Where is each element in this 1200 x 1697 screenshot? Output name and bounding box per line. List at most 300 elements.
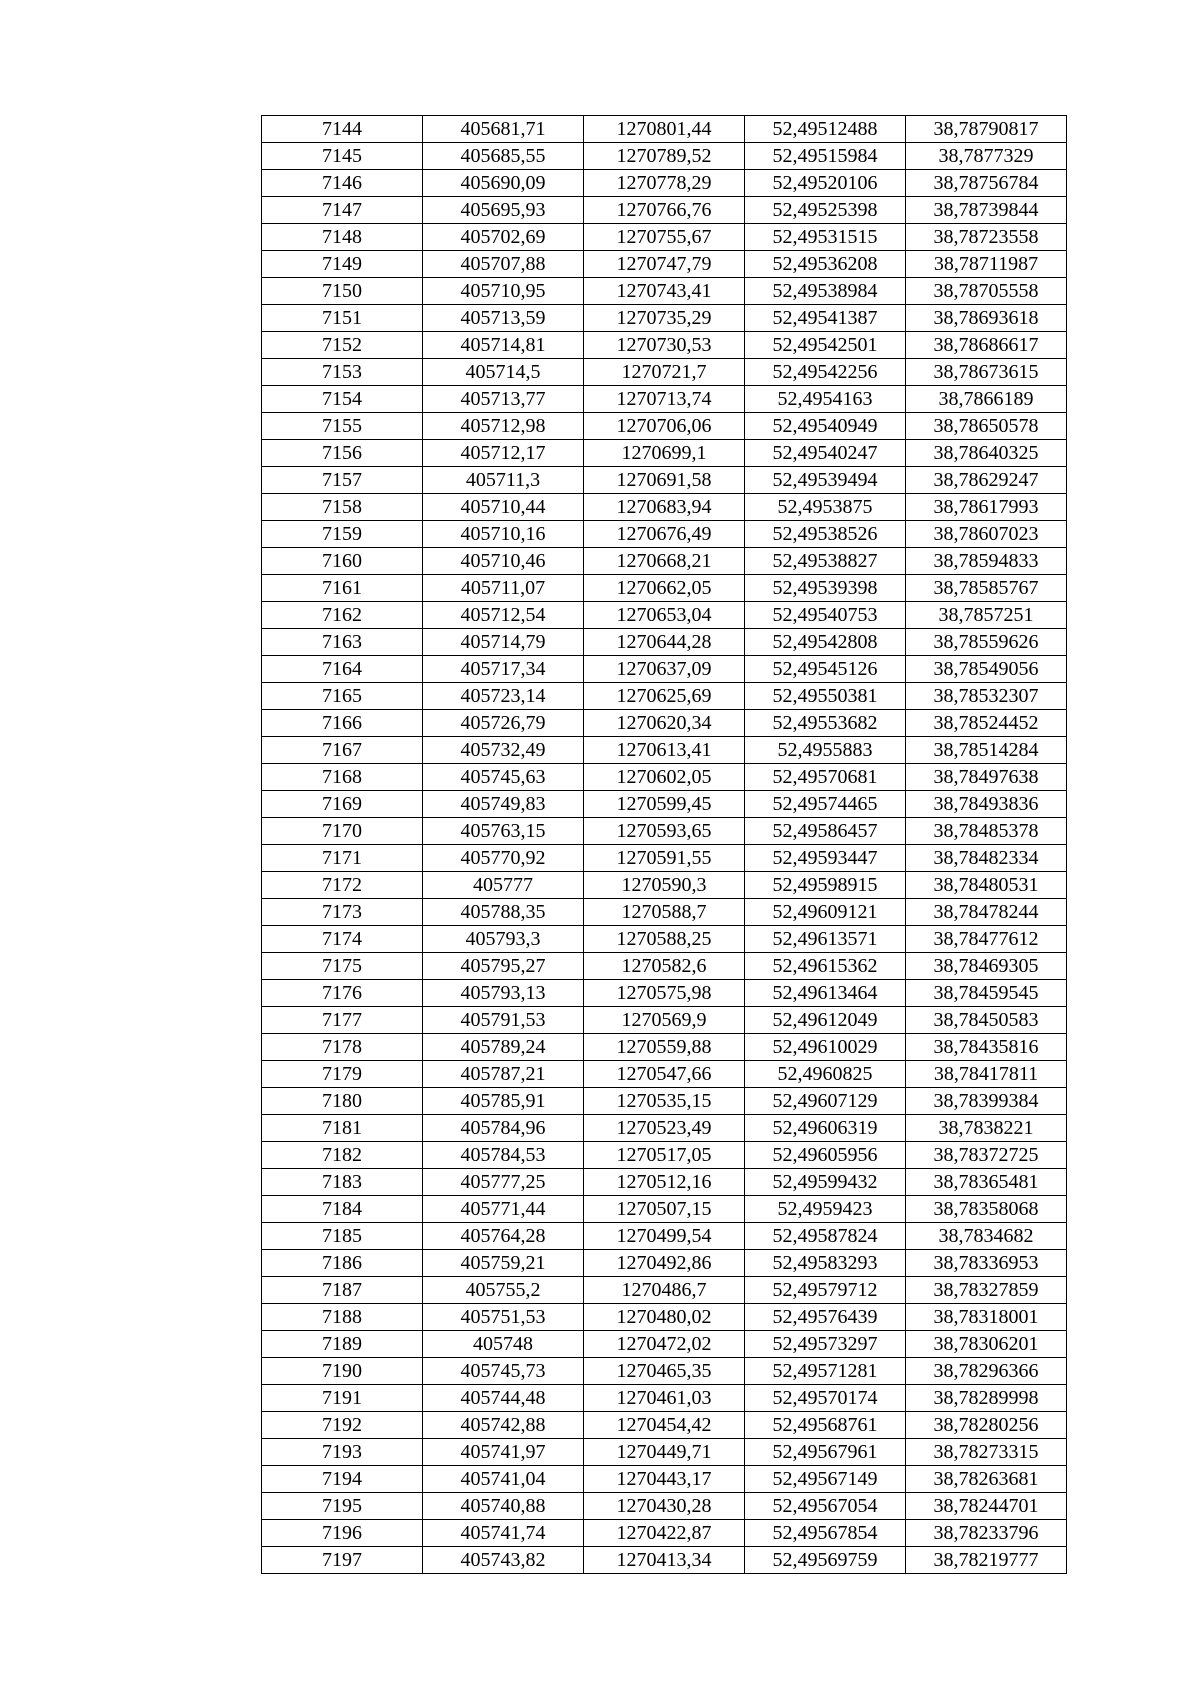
x-coordinate-cell: 405759,21 bbox=[423, 1250, 584, 1277]
table-row bbox=[262, 926, 1067, 953]
y-coordinate-cell: 1270644,28 bbox=[584, 629, 745, 656]
point-number-cell: 7144 bbox=[262, 116, 423, 143]
x-coordinate-cell: 405714,79 bbox=[423, 629, 584, 656]
longitude-cell: 38,78480531 bbox=[906, 872, 1067, 899]
y-coordinate-cell: 1270591,55 bbox=[584, 845, 745, 872]
longitude-cell: 38,7866189 bbox=[906, 386, 1067, 413]
longitude-cell: 38,78372725 bbox=[906, 1142, 1067, 1169]
x-coordinate-cell: 405789,24 bbox=[423, 1034, 584, 1061]
x-coordinate-cell: 405712,98 bbox=[423, 413, 584, 440]
x-coordinate-cell: 405784,53 bbox=[423, 1142, 584, 1169]
coordinates-table bbox=[261, 115, 1067, 1574]
longitude-cell: 38,7857251 bbox=[906, 602, 1067, 629]
table-row bbox=[262, 980, 1067, 1007]
table-row bbox=[262, 953, 1067, 980]
longitude-cell: 38,78435816 bbox=[906, 1034, 1067, 1061]
point-number-cell: 7192 bbox=[262, 1412, 423, 1439]
longitude-cell: 38,78532307 bbox=[906, 683, 1067, 710]
longitude-cell: 38,78296366 bbox=[906, 1358, 1067, 1385]
x-coordinate-cell: 405741,04 bbox=[423, 1466, 584, 1493]
point-number-cell: 7188 bbox=[262, 1304, 423, 1331]
x-coordinate-cell: 405742,88 bbox=[423, 1412, 584, 1439]
point-number-cell: 7153 bbox=[262, 359, 423, 386]
longitude-cell: 38,78723558 bbox=[906, 224, 1067, 251]
x-coordinate-cell: 405755,2 bbox=[423, 1277, 584, 1304]
point-number-cell: 7152 bbox=[262, 332, 423, 359]
table-row bbox=[262, 791, 1067, 818]
latitude-cell: 52,4960825 bbox=[745, 1061, 906, 1088]
latitude-cell: 52,4955883 bbox=[745, 737, 906, 764]
longitude-cell: 38,78629247 bbox=[906, 467, 1067, 494]
point-number-cell: 7183 bbox=[262, 1169, 423, 1196]
longitude-cell: 38,78693618 bbox=[906, 305, 1067, 332]
latitude-cell: 52,49610029 bbox=[745, 1034, 906, 1061]
longitude-cell: 38,78585767 bbox=[906, 575, 1067, 602]
table-row bbox=[262, 143, 1067, 170]
latitude-cell: 52,49612049 bbox=[745, 1007, 906, 1034]
longitude-cell: 38,78273315 bbox=[906, 1439, 1067, 1466]
x-coordinate-cell: 405770,92 bbox=[423, 845, 584, 872]
longitude-cell: 38,78244701 bbox=[906, 1493, 1067, 1520]
point-number-cell: 7165 bbox=[262, 683, 423, 710]
y-coordinate-cell: 1270454,42 bbox=[584, 1412, 745, 1439]
point-number-cell: 7161 bbox=[262, 575, 423, 602]
x-coordinate-cell: 405712,54 bbox=[423, 602, 584, 629]
point-number-cell: 7170 bbox=[262, 818, 423, 845]
x-coordinate-cell: 405712,17 bbox=[423, 440, 584, 467]
point-number-cell: 7149 bbox=[262, 251, 423, 278]
latitude-cell: 52,49515984 bbox=[745, 143, 906, 170]
x-coordinate-cell: 405763,15 bbox=[423, 818, 584, 845]
y-coordinate-cell: 1270547,66 bbox=[584, 1061, 745, 1088]
latitude-cell: 52,49536208 bbox=[745, 251, 906, 278]
y-coordinate-cell: 1270706,06 bbox=[584, 413, 745, 440]
table-row bbox=[262, 899, 1067, 926]
longitude-cell: 38,78358068 bbox=[906, 1196, 1067, 1223]
y-coordinate-cell: 1270499,54 bbox=[584, 1223, 745, 1250]
longitude-cell: 38,78263681 bbox=[906, 1466, 1067, 1493]
table-row bbox=[262, 1412, 1067, 1439]
y-coordinate-cell: 1270721,7 bbox=[584, 359, 745, 386]
x-coordinate-cell: 405695,93 bbox=[423, 197, 584, 224]
point-number-cell: 7190 bbox=[262, 1358, 423, 1385]
y-coordinate-cell: 1270735,29 bbox=[584, 305, 745, 332]
x-coordinate-cell: 405793,13 bbox=[423, 980, 584, 1007]
x-coordinate-cell: 405732,49 bbox=[423, 737, 584, 764]
latitude-cell: 52,49567054 bbox=[745, 1493, 906, 1520]
y-coordinate-cell: 1270613,41 bbox=[584, 737, 745, 764]
latitude-cell: 52,49570681 bbox=[745, 764, 906, 791]
y-coordinate-cell: 1270653,04 bbox=[584, 602, 745, 629]
x-coordinate-cell: 405713,59 bbox=[423, 305, 584, 332]
y-coordinate-cell: 1270575,98 bbox=[584, 980, 745, 1007]
x-coordinate-cell: 405793,3 bbox=[423, 926, 584, 953]
table-row bbox=[262, 1115, 1067, 1142]
longitude-cell: 38,78705558 bbox=[906, 278, 1067, 305]
point-number-cell: 7155 bbox=[262, 413, 423, 440]
point-number-cell: 7185 bbox=[262, 1223, 423, 1250]
table-row bbox=[262, 224, 1067, 251]
longitude-cell: 38,78477612 bbox=[906, 926, 1067, 953]
y-coordinate-cell: 1270602,05 bbox=[584, 764, 745, 791]
y-coordinate-cell: 1270730,53 bbox=[584, 332, 745, 359]
table-row bbox=[262, 683, 1067, 710]
longitude-cell: 38,78327859 bbox=[906, 1277, 1067, 1304]
latitude-cell: 52,49542501 bbox=[745, 332, 906, 359]
latitude-cell: 52,49583293 bbox=[745, 1250, 906, 1277]
point-number-cell: 7181 bbox=[262, 1115, 423, 1142]
x-coordinate-cell: 405714,81 bbox=[423, 332, 584, 359]
y-coordinate-cell: 1270517,05 bbox=[584, 1142, 745, 1169]
x-coordinate-cell: 405743,82 bbox=[423, 1547, 584, 1574]
table-row bbox=[262, 1520, 1067, 1547]
point-number-cell: 7187 bbox=[262, 1277, 423, 1304]
table-row bbox=[262, 1169, 1067, 1196]
longitude-cell: 38,78497638 bbox=[906, 764, 1067, 791]
y-coordinate-cell: 1270593,65 bbox=[584, 818, 745, 845]
y-coordinate-cell: 1270625,69 bbox=[584, 683, 745, 710]
latitude-cell: 52,49567854 bbox=[745, 1520, 906, 1547]
latitude-cell: 52,49540949 bbox=[745, 413, 906, 440]
latitude-cell: 52,49605956 bbox=[745, 1142, 906, 1169]
y-coordinate-cell: 1270755,67 bbox=[584, 224, 745, 251]
point-number-cell: 7196 bbox=[262, 1520, 423, 1547]
table-row bbox=[262, 845, 1067, 872]
x-coordinate-cell: 405726,79 bbox=[423, 710, 584, 737]
y-coordinate-cell: 1270801,44 bbox=[584, 116, 745, 143]
x-coordinate-cell: 405690,09 bbox=[423, 170, 584, 197]
x-coordinate-cell: 405740,88 bbox=[423, 1493, 584, 1520]
y-coordinate-cell: 1270507,15 bbox=[584, 1196, 745, 1223]
y-coordinate-cell: 1270492,86 bbox=[584, 1250, 745, 1277]
point-number-cell: 7175 bbox=[262, 953, 423, 980]
point-number-cell: 7172 bbox=[262, 872, 423, 899]
point-number-cell: 7158 bbox=[262, 494, 423, 521]
longitude-cell: 38,78233796 bbox=[906, 1520, 1067, 1547]
y-coordinate-cell: 1270699,1 bbox=[584, 440, 745, 467]
longitude-cell: 38,78524452 bbox=[906, 710, 1067, 737]
point-number-cell: 7182 bbox=[262, 1142, 423, 1169]
table-row bbox=[262, 764, 1067, 791]
y-coordinate-cell: 1270480,02 bbox=[584, 1304, 745, 1331]
y-coordinate-cell: 1270691,58 bbox=[584, 467, 745, 494]
x-coordinate-cell: 405777,25 bbox=[423, 1169, 584, 1196]
longitude-cell: 38,78640325 bbox=[906, 440, 1067, 467]
table-row bbox=[262, 1304, 1067, 1331]
point-number-cell: 7154 bbox=[262, 386, 423, 413]
latitude-cell: 52,49545126 bbox=[745, 656, 906, 683]
longitude-cell: 38,78617993 bbox=[906, 494, 1067, 521]
table-row bbox=[262, 872, 1067, 899]
table-row bbox=[262, 521, 1067, 548]
y-coordinate-cell: 1270422,87 bbox=[584, 1520, 745, 1547]
x-coordinate-cell: 405788,35 bbox=[423, 899, 584, 926]
longitude-cell: 38,78450583 bbox=[906, 1007, 1067, 1034]
point-number-cell: 7162 bbox=[262, 602, 423, 629]
table-row bbox=[262, 1331, 1067, 1358]
table-row bbox=[262, 629, 1067, 656]
x-coordinate-cell: 405710,95 bbox=[423, 278, 584, 305]
y-coordinate-cell: 1270599,45 bbox=[584, 791, 745, 818]
point-number-cell: 7179 bbox=[262, 1061, 423, 1088]
latitude-cell: 52,49550381 bbox=[745, 683, 906, 710]
y-coordinate-cell: 1270637,09 bbox=[584, 656, 745, 683]
longitude-cell: 38,78549056 bbox=[906, 656, 1067, 683]
point-number-cell: 7193 bbox=[262, 1439, 423, 1466]
point-number-cell: 7177 bbox=[262, 1007, 423, 1034]
y-coordinate-cell: 1270449,71 bbox=[584, 1439, 745, 1466]
y-coordinate-cell: 1270778,29 bbox=[584, 170, 745, 197]
longitude-cell: 38,7838221 bbox=[906, 1115, 1067, 1142]
point-number-cell: 7147 bbox=[262, 197, 423, 224]
x-coordinate-cell: 405748 bbox=[423, 1331, 584, 1358]
longitude-cell: 38,78756784 bbox=[906, 170, 1067, 197]
longitude-cell: 38,78219777 bbox=[906, 1547, 1067, 1574]
point-number-cell: 7169 bbox=[262, 791, 423, 818]
latitude-cell: 52,49567961 bbox=[745, 1439, 906, 1466]
longitude-cell: 38,78306201 bbox=[906, 1331, 1067, 1358]
longitude-cell: 38,78399384 bbox=[906, 1088, 1067, 1115]
x-coordinate-cell: 405795,27 bbox=[423, 953, 584, 980]
x-coordinate-cell: 405713,77 bbox=[423, 386, 584, 413]
longitude-cell: 38,78493836 bbox=[906, 791, 1067, 818]
latitude-cell: 52,49540753 bbox=[745, 602, 906, 629]
x-coordinate-cell: 405710,46 bbox=[423, 548, 584, 575]
table-row bbox=[262, 332, 1067, 359]
table-row bbox=[262, 251, 1067, 278]
table-row bbox=[262, 170, 1067, 197]
point-number-cell: 7156 bbox=[262, 440, 423, 467]
x-coordinate-cell: 405710,16 bbox=[423, 521, 584, 548]
y-coordinate-cell: 1270668,21 bbox=[584, 548, 745, 575]
latitude-cell: 52,49593447 bbox=[745, 845, 906, 872]
y-coordinate-cell: 1270523,49 bbox=[584, 1115, 745, 1142]
longitude-cell: 38,78790817 bbox=[906, 116, 1067, 143]
latitude-cell: 52,49553682 bbox=[745, 710, 906, 737]
table-row bbox=[262, 440, 1067, 467]
latitude-cell: 52,49512488 bbox=[745, 116, 906, 143]
x-coordinate-cell: 405710,44 bbox=[423, 494, 584, 521]
table-row bbox=[262, 1196, 1067, 1223]
y-coordinate-cell: 1270582,6 bbox=[584, 953, 745, 980]
y-coordinate-cell: 1270683,94 bbox=[584, 494, 745, 521]
table-row bbox=[262, 1223, 1067, 1250]
table-row bbox=[262, 1007, 1067, 1034]
table-row bbox=[262, 494, 1067, 521]
y-coordinate-cell: 1270443,17 bbox=[584, 1466, 745, 1493]
point-number-cell: 7163 bbox=[262, 629, 423, 656]
y-coordinate-cell: 1270430,28 bbox=[584, 1493, 745, 1520]
latitude-cell: 52,49579712 bbox=[745, 1277, 906, 1304]
point-number-cell: 7173 bbox=[262, 899, 423, 926]
latitude-cell: 52,49540247 bbox=[745, 440, 906, 467]
x-coordinate-cell: 405784,96 bbox=[423, 1115, 584, 1142]
table-row bbox=[262, 1358, 1067, 1385]
table-row bbox=[262, 1385, 1067, 1412]
latitude-cell: 52,49567149 bbox=[745, 1466, 906, 1493]
latitude-cell: 52,49542808 bbox=[745, 629, 906, 656]
y-coordinate-cell: 1270588,25 bbox=[584, 926, 745, 953]
table-row bbox=[262, 710, 1067, 737]
latitude-cell: 52,4954163 bbox=[745, 386, 906, 413]
latitude-cell: 52,49573297 bbox=[745, 1331, 906, 1358]
latitude-cell: 52,49542256 bbox=[745, 359, 906, 386]
latitude-cell: 52,49609121 bbox=[745, 899, 906, 926]
point-number-cell: 7184 bbox=[262, 1196, 423, 1223]
longitude-cell: 38,78336953 bbox=[906, 1250, 1067, 1277]
x-coordinate-cell: 405707,88 bbox=[423, 251, 584, 278]
table-row bbox=[262, 1466, 1067, 1493]
x-coordinate-cell: 405787,21 bbox=[423, 1061, 584, 1088]
point-number-cell: 7194 bbox=[262, 1466, 423, 1493]
latitude-cell: 52,49538526 bbox=[745, 521, 906, 548]
table-row bbox=[262, 575, 1067, 602]
latitude-cell: 52,4953875 bbox=[745, 494, 906, 521]
y-coordinate-cell: 1270766,76 bbox=[584, 197, 745, 224]
y-coordinate-cell: 1270662,05 bbox=[584, 575, 745, 602]
point-number-cell: 7168 bbox=[262, 764, 423, 791]
longitude-cell: 38,78739844 bbox=[906, 197, 1067, 224]
point-number-cell: 7176 bbox=[262, 980, 423, 1007]
latitude-cell: 52,49606319 bbox=[745, 1115, 906, 1142]
point-number-cell: 7166 bbox=[262, 710, 423, 737]
latitude-cell: 52,49538827 bbox=[745, 548, 906, 575]
point-number-cell: 7197 bbox=[262, 1547, 423, 1574]
point-number-cell: 7159 bbox=[262, 521, 423, 548]
longitude-cell: 38,78459545 bbox=[906, 980, 1067, 1007]
y-coordinate-cell: 1270743,41 bbox=[584, 278, 745, 305]
table-row bbox=[262, 656, 1067, 683]
point-number-cell: 7148 bbox=[262, 224, 423, 251]
y-coordinate-cell: 1270569,9 bbox=[584, 1007, 745, 1034]
latitude-cell: 52,49613571 bbox=[745, 926, 906, 953]
table-row bbox=[262, 386, 1067, 413]
table-row bbox=[262, 467, 1067, 494]
point-number-cell: 7146 bbox=[262, 170, 423, 197]
longitude-cell: 38,78417811 bbox=[906, 1061, 1067, 1088]
longitude-cell: 38,78482334 bbox=[906, 845, 1067, 872]
longitude-cell: 38,7877329 bbox=[906, 143, 1067, 170]
x-coordinate-cell: 405741,97 bbox=[423, 1439, 584, 1466]
y-coordinate-cell: 1270535,15 bbox=[584, 1088, 745, 1115]
x-coordinate-cell: 405751,53 bbox=[423, 1304, 584, 1331]
table-row bbox=[262, 1061, 1067, 1088]
point-number-cell: 7195 bbox=[262, 1493, 423, 1520]
y-coordinate-cell: 1270465,35 bbox=[584, 1358, 745, 1385]
longitude-cell: 38,78559626 bbox=[906, 629, 1067, 656]
x-coordinate-cell: 405777 bbox=[423, 872, 584, 899]
longitude-cell: 38,78711987 bbox=[906, 251, 1067, 278]
latitude-cell: 52,49574465 bbox=[745, 791, 906, 818]
longitude-cell: 38,78280256 bbox=[906, 1412, 1067, 1439]
latitude-cell: 52,49569759 bbox=[745, 1547, 906, 1574]
longitude-cell: 38,78485378 bbox=[906, 818, 1067, 845]
y-coordinate-cell: 1270676,49 bbox=[584, 521, 745, 548]
table-row bbox=[262, 1439, 1067, 1466]
longitude-cell: 38,78514284 bbox=[906, 737, 1067, 764]
latitude-cell: 52,49570174 bbox=[745, 1385, 906, 1412]
table-row bbox=[262, 1034, 1067, 1061]
x-coordinate-cell: 405745,73 bbox=[423, 1358, 584, 1385]
latitude-cell: 52,49587824 bbox=[745, 1223, 906, 1250]
latitude-cell: 52,49539494 bbox=[745, 467, 906, 494]
x-coordinate-cell: 405745,63 bbox=[423, 764, 584, 791]
table-row bbox=[262, 737, 1067, 764]
point-number-cell: 7189 bbox=[262, 1331, 423, 1358]
x-coordinate-cell: 405711,3 bbox=[423, 467, 584, 494]
y-coordinate-cell: 1270789,52 bbox=[584, 143, 745, 170]
latitude-cell: 52,49539398 bbox=[745, 575, 906, 602]
latitude-cell: 52,49615362 bbox=[745, 953, 906, 980]
x-coordinate-cell: 405771,44 bbox=[423, 1196, 584, 1223]
table-row bbox=[262, 278, 1067, 305]
latitude-cell: 52,49538984 bbox=[745, 278, 906, 305]
latitude-cell: 52,49607129 bbox=[745, 1088, 906, 1115]
point-number-cell: 7145 bbox=[262, 143, 423, 170]
point-number-cell: 7186 bbox=[262, 1250, 423, 1277]
x-coordinate-cell: 405744,48 bbox=[423, 1385, 584, 1412]
x-coordinate-cell: 405685,55 bbox=[423, 143, 584, 170]
point-number-cell: 7151 bbox=[262, 305, 423, 332]
table-row bbox=[262, 548, 1067, 575]
point-number-cell: 7164 bbox=[262, 656, 423, 683]
y-coordinate-cell: 1270472,02 bbox=[584, 1331, 745, 1358]
table-row bbox=[262, 197, 1067, 224]
x-coordinate-cell: 405702,69 bbox=[423, 224, 584, 251]
table-row bbox=[262, 1493, 1067, 1520]
table-row bbox=[262, 602, 1067, 629]
x-coordinate-cell: 405723,14 bbox=[423, 683, 584, 710]
longitude-cell: 38,78478244 bbox=[906, 899, 1067, 926]
y-coordinate-cell: 1270620,34 bbox=[584, 710, 745, 737]
table-row bbox=[262, 305, 1067, 332]
longitude-cell: 38,78289998 bbox=[906, 1385, 1067, 1412]
table-row bbox=[262, 1277, 1067, 1304]
point-number-cell: 7191 bbox=[262, 1385, 423, 1412]
y-coordinate-cell: 1270512,16 bbox=[584, 1169, 745, 1196]
y-coordinate-cell: 1270559,88 bbox=[584, 1034, 745, 1061]
y-coordinate-cell: 1270588,7 bbox=[584, 899, 745, 926]
y-coordinate-cell: 1270713,74 bbox=[584, 386, 745, 413]
point-number-cell: 7171 bbox=[262, 845, 423, 872]
latitude-cell: 52,49599432 bbox=[745, 1169, 906, 1196]
longitude-cell: 38,78318001 bbox=[906, 1304, 1067, 1331]
x-coordinate-cell: 405785,91 bbox=[423, 1088, 584, 1115]
latitude-cell: 52,49531515 bbox=[745, 224, 906, 251]
table-row bbox=[262, 1547, 1067, 1574]
point-number-cell: 7167 bbox=[262, 737, 423, 764]
x-coordinate-cell: 405711,07 bbox=[423, 575, 584, 602]
x-coordinate-cell: 405681,71 bbox=[423, 116, 584, 143]
latitude-cell: 52,49568761 bbox=[745, 1412, 906, 1439]
x-coordinate-cell: 405791,53 bbox=[423, 1007, 584, 1034]
latitude-cell: 52,49571281 bbox=[745, 1358, 906, 1385]
table-row bbox=[262, 116, 1067, 143]
table-row bbox=[262, 1088, 1067, 1115]
latitude-cell: 52,49520106 bbox=[745, 170, 906, 197]
longitude-cell: 38,78607023 bbox=[906, 521, 1067, 548]
table-row bbox=[262, 1250, 1067, 1277]
y-coordinate-cell: 1270461,03 bbox=[584, 1385, 745, 1412]
point-number-cell: 7178 bbox=[262, 1034, 423, 1061]
table-row bbox=[262, 818, 1067, 845]
y-coordinate-cell: 1270413,34 bbox=[584, 1547, 745, 1574]
point-number-cell: 7157 bbox=[262, 467, 423, 494]
point-number-cell: 7160 bbox=[262, 548, 423, 575]
x-coordinate-cell: 405717,34 bbox=[423, 656, 584, 683]
latitude-cell: 52,4959423 bbox=[745, 1196, 906, 1223]
longitude-cell: 38,78686617 bbox=[906, 332, 1067, 359]
